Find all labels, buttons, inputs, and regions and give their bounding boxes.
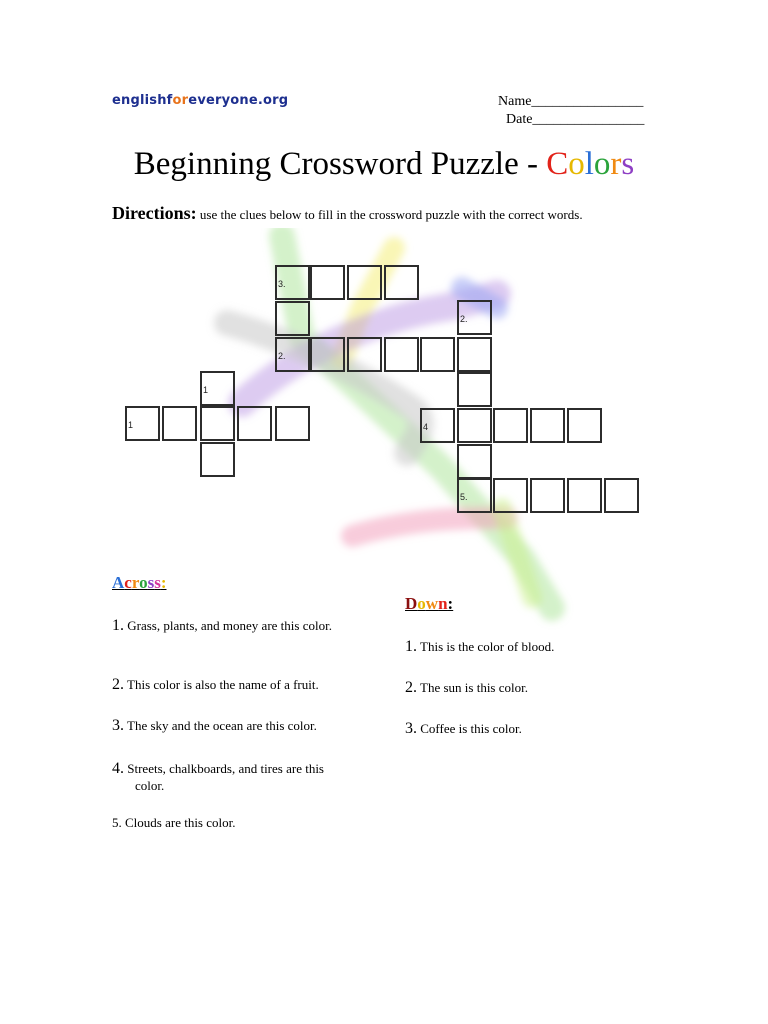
rainbow-letter: o bbox=[139, 573, 148, 592]
clue-text: This is the color of blood. bbox=[417, 639, 555, 654]
grid-cell[interactable] bbox=[530, 478, 565, 513]
grid-cell[interactable] bbox=[275, 406, 310, 441]
across-clue-1 bbox=[112, 617, 352, 634]
across-clue-3 bbox=[112, 717, 372, 734]
clue-text: Coffee is this color. bbox=[417, 721, 522, 736]
across-clue-2 bbox=[112, 676, 372, 693]
clue-text: The sky and the ocean are this color. bbox=[124, 718, 317, 733]
clue-number-2-across: 2. bbox=[278, 351, 286, 361]
rainbow-letter: o bbox=[568, 146, 585, 182]
clue-number-3: 3. bbox=[278, 279, 286, 289]
grid-cell[interactable] bbox=[275, 301, 310, 336]
grid-cell[interactable] bbox=[384, 337, 419, 372]
grid-cell[interactable] bbox=[162, 406, 197, 441]
grid-cell[interactable] bbox=[310, 337, 345, 372]
grid-cell[interactable] bbox=[200, 371, 235, 406]
rainbow-letter: : bbox=[447, 594, 454, 613]
clue-num: 4. bbox=[112, 760, 124, 777]
grid-cell[interactable] bbox=[457, 408, 492, 443]
rainbow-letter: r bbox=[610, 146, 622, 182]
down-clue-2 bbox=[405, 679, 665, 696]
grid-cell[interactable] bbox=[457, 300, 492, 335]
rainbow-letter: C bbox=[546, 146, 569, 182]
grid-cell[interactable] bbox=[125, 406, 160, 441]
grid-cell[interactable] bbox=[237, 406, 272, 441]
grid-cell[interactable] bbox=[420, 408, 455, 443]
rainbow-letter: c bbox=[124, 573, 132, 592]
directions-label: Directions: bbox=[112, 203, 197, 223]
grid-cell[interactable] bbox=[457, 337, 492, 372]
grid-cell[interactable] bbox=[567, 408, 602, 443]
down-heading bbox=[405, 594, 453, 614]
clue-num: 3. bbox=[112, 717, 124, 734]
rainbow-letter: o bbox=[417, 594, 426, 613]
grid-cell[interactable] bbox=[567, 478, 602, 513]
clue-num: 2. bbox=[112, 676, 124, 693]
grid-cell[interactable] bbox=[604, 478, 639, 513]
grid-cell[interactable] bbox=[200, 406, 235, 441]
grid-cell[interactable] bbox=[457, 444, 492, 479]
grid-cell[interactable] bbox=[420, 337, 455, 372]
grid-cell[interactable] bbox=[200, 442, 235, 477]
grid-cell[interactable] bbox=[275, 337, 310, 372]
date-field-line: Date________________ bbox=[506, 112, 645, 127]
clue-text: 5. Clouds are this color. bbox=[112, 815, 236, 830]
clue-num: 3. bbox=[405, 720, 417, 737]
clue-text: Streets, chalkboards, and tires are this bbox=[124, 761, 324, 776]
rainbow-letter: D bbox=[405, 594, 418, 613]
directions-text: use the clues below to fill in the crossword puzzle with the correct words. bbox=[196, 207, 583, 222]
across-heading bbox=[112, 573, 167, 593]
site-logo-part1: englishf bbox=[112, 93, 173, 108]
grid-cell[interactable] bbox=[493, 408, 528, 443]
clue-text: This color is also the name of a fruit. bbox=[124, 677, 319, 692]
rainbow-letter: l bbox=[584, 146, 594, 182]
rainbow-letter: n bbox=[438, 594, 448, 613]
clue-num: 1. bbox=[112, 617, 124, 634]
grid-cell[interactable] bbox=[347, 265, 382, 300]
title-prefix: Beginning Crossword Puzzle - bbox=[133, 146, 547, 182]
clue-text: The sun is this color. bbox=[417, 680, 528, 695]
across-clue-5 bbox=[112, 814, 372, 831]
clue-text-continued: color. bbox=[135, 778, 165, 793]
rainbow-letter: s bbox=[154, 573, 161, 592]
name-field-line: Name________________ bbox=[498, 94, 644, 109]
rainbow-letter: : bbox=[160, 573, 167, 592]
down-clue-3 bbox=[405, 720, 665, 737]
rainbow-letter: s bbox=[147, 573, 155, 592]
clue-number-4: 4 bbox=[423, 422, 429, 432]
rainbow-letter: r bbox=[131, 573, 140, 592]
grid-cell[interactable] bbox=[310, 265, 345, 300]
clue-text: Grass, plants, and money are this color. bbox=[124, 618, 332, 633]
clue-num: 1. bbox=[405, 638, 417, 655]
clue-number-5: 5. bbox=[460, 492, 468, 502]
rainbow-letter: o bbox=[593, 146, 611, 182]
clue-number-1-across: 1 bbox=[128, 420, 134, 430]
grid-cell[interactable] bbox=[457, 372, 492, 407]
across-clue-4 bbox=[112, 760, 372, 794]
clue-number-1-down: 1 bbox=[203, 385, 209, 395]
grid-cell[interactable] bbox=[275, 265, 310, 300]
down-clue-1 bbox=[405, 638, 665, 655]
rainbow-letter: A bbox=[112, 573, 125, 592]
rainbow-letter: s bbox=[621, 146, 635, 182]
grid-cell[interactable] bbox=[384, 265, 419, 300]
rainbow-letter: w bbox=[425, 594, 439, 613]
clue-number-2-down: 2. bbox=[460, 314, 468, 324]
site-logo-part2: or bbox=[172, 93, 189, 108]
grid-cell[interactable] bbox=[493, 478, 528, 513]
grid-cell[interactable] bbox=[347, 337, 382, 372]
site-logo-part3: everyone.org bbox=[188, 93, 289, 108]
grid-cell[interactable] bbox=[457, 478, 492, 513]
grid-cell[interactable] bbox=[530, 408, 565, 443]
clue-num: 2. bbox=[405, 679, 417, 696]
